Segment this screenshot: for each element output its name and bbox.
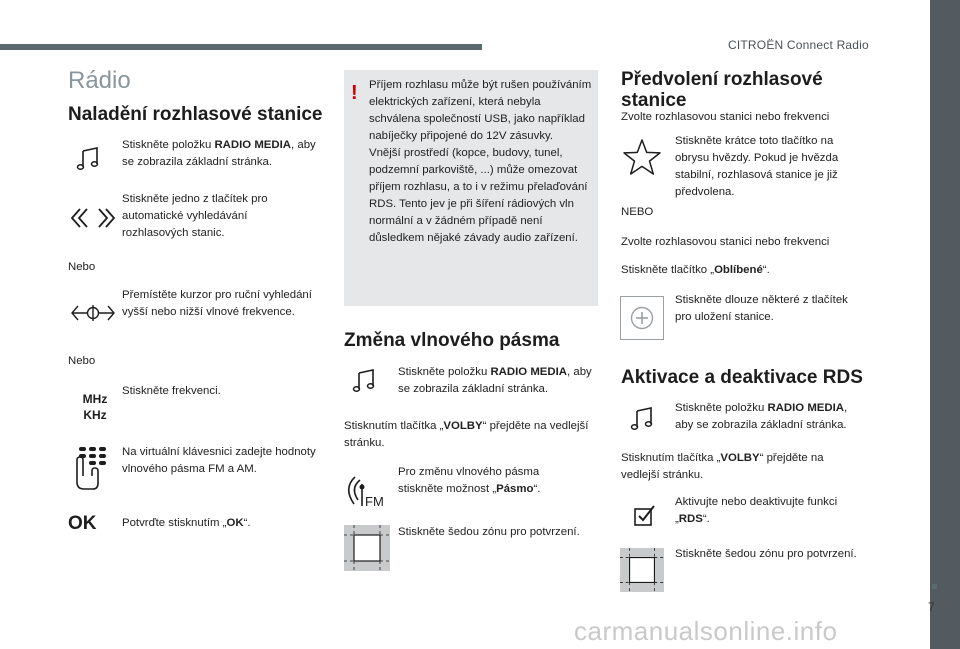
radio-band-icon[interactable] — [346, 474, 388, 508]
keypad-hand-icon — [73, 446, 111, 492]
section-title: Rádio — [68, 67, 131, 94]
checkbox-icon[interactable] — [634, 504, 656, 526]
header-brand: CITROËN Connect Radio — [728, 38, 869, 52]
or-label-2: Nebo — [68, 355, 96, 367]
para-options: Stisknutím tlačítka „VOLBY“ přejděte na vedlejší stránku. — [344, 420, 589, 449]
step-radio-media-3: Stiskněte položku RADIO MEDIA, aby se zobrazila základní stránka. — [675, 402, 848, 431]
slider-cursor-icon[interactable] — [70, 302, 116, 324]
warning-text: Příjem rozhlasu může být rušen používáním elektrických zařízení, která nebyla schválena společností USB, jako například nabíječky připojené do 12V zásuvky. Vnější prostředí (kopce, budovy, tunel, podzemní parkoviště, ...) může omezovat příjem rozhlasu, a to i v režimu přelaďování RDS. Tento jev je při šíření rádiových vln normální a v žádném případě není důsledkem nějaké závady audio zařízení. — [369, 79, 592, 244]
step-manual-cursor: Přemístěte kurzor pro ruční vyhledání vyšší nebo nižší vlnové frekvence. — [122, 289, 312, 318]
heading-band-change: Změna vlnového pásma — [344, 330, 560, 351]
heading-presets: Předvolení rozhlasové stanice — [621, 69, 823, 111]
or-label-3: NEBO — [621, 206, 654, 218]
step-virtual-keypad: Na virtuální klávesnici zadejte hodnoty vlnového pásma FM a AM. — [122, 446, 316, 475]
header-rule — [0, 44, 482, 50]
step-band-select: Pro změnu vlnového pásma stiskněte možnost „Pásmo“. — [398, 466, 541, 495]
music-note-icon — [352, 368, 378, 392]
star-outline-icon[interactable] — [622, 138, 662, 176]
para-options-2: Stisknutím tlačítka „VOLBY“ přejděte na vedlejší stránku. — [621, 452, 824, 481]
or-label-1: Nebo — [68, 261, 96, 273]
step-grey-zone-2: Stiskněte šedou zónu pro potvrzení. — [675, 548, 857, 560]
heading-tune-station: Naladění rozhlasové stanice — [68, 104, 323, 125]
page-marker — [932, 584, 937, 589]
frequency-icon[interactable]: MHz KHz — [82, 392, 108, 422]
seek-arrows-icon[interactable] — [70, 207, 116, 229]
ok-icon[interactable]: OK — [68, 513, 97, 534]
music-note-icon — [76, 146, 102, 170]
band-icon-label: FM — [365, 494, 384, 508]
heading-rds: Aktivace a deaktivace RDS — [621, 367, 863, 388]
add-preset-icon[interactable] — [620, 296, 664, 340]
intro-select-station-2: Zvolte rozhlasovou stanici nebo frekvenci — [621, 236, 830, 248]
music-note-icon — [630, 406, 656, 430]
step-radio-media: Stiskněte položku RADIO MEDIA, aby se zobrazila základní stránka. — [122, 139, 316, 168]
step-star-preset: Stiskněte krátce toto tlačítko na obrysu hvězdy. Pokud je hvězda stabilní, rozhlasová stanice je již předvolena. — [675, 135, 839, 198]
step-auto-seek: Stiskněte jedno z tlačítek pro automatické vyhledávání rozhlasových stanic. — [122, 193, 268, 239]
step-rds-toggle: Aktivujte nebo deaktivujte funkci „RDS“. — [675, 496, 838, 525]
grey-zone-icon[interactable] — [620, 548, 664, 592]
step-press-frequency: Stiskněte frekvenci. — [122, 385, 221, 397]
watermark: carmanualsonline.info — [574, 616, 838, 646]
intro-select-station: Zvolte rozhlasovou stanici nebo frekvenci — [621, 111, 830, 123]
step-grey-zone: Stiskněte šedou zónu pro potvrzení. — [398, 526, 580, 538]
para-favorites: Stiskněte tlačítko „Oblíbené“. — [621, 264, 770, 276]
step-long-press: Stiskněte dlouze některé z tlačítek pro uložení stanice. — [675, 294, 848, 323]
side-strip — [930, 0, 960, 649]
step-radio-media-2: Stiskněte položku RADIO MEDIA, aby se zobrazila základní stránka. — [398, 366, 592, 395]
warning-icon: ! — [351, 82, 358, 104]
grey-zone-icon[interactable] — [344, 525, 390, 571]
page-number: 7 — [928, 600, 935, 614]
step-confirm-ok: Potvrďte stisknutím „OK“. — [122, 517, 251, 529]
